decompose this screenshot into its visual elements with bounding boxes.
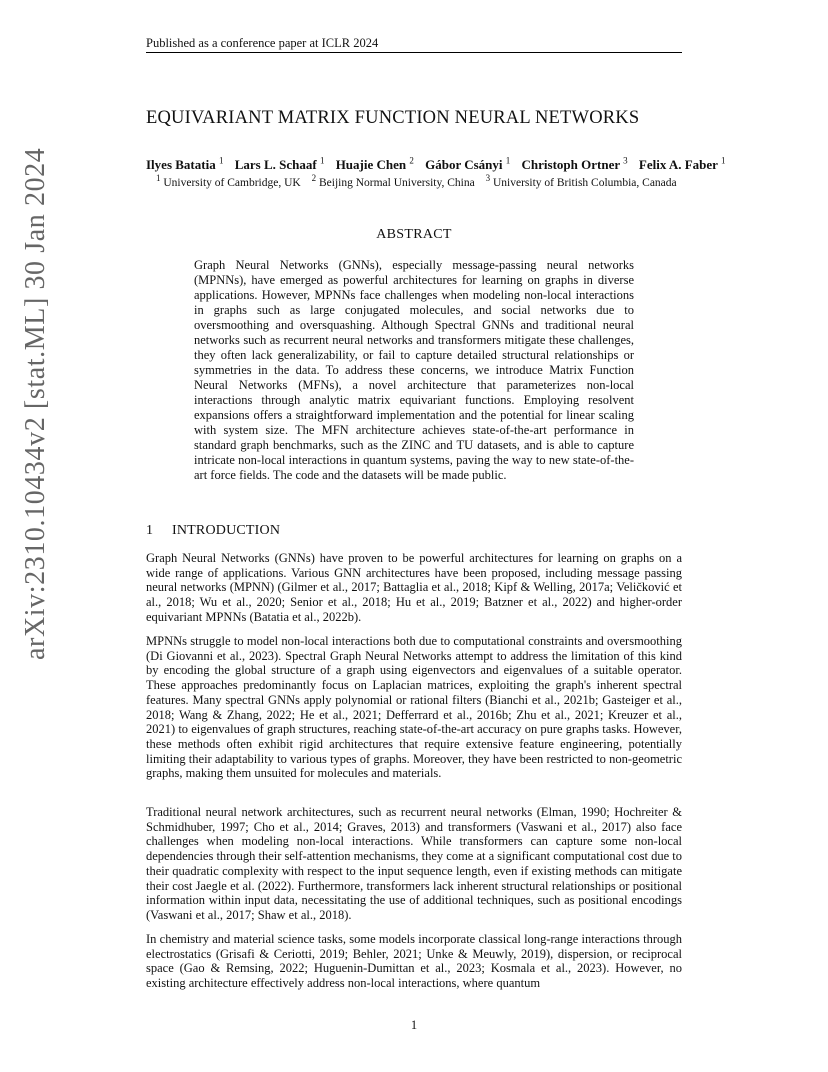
running-header: Published as a conference paper at ICLR 2024 [146, 36, 379, 50]
author-affiliation-mark: 1 [218, 156, 224, 166]
author-name: Lars L. Schaaf [234, 157, 317, 173]
affiliation [311, 173, 475, 189]
arxiv-stamp-text: arXiv:2310.10434v2 [stat.ML] 30 Jan 2024 [20, 147, 51, 660]
author-name: Felix A. Faber [638, 157, 718, 173]
intro-paragraph: Traditional neural network architectures, such as recurrent neural networks (Elman, 1990; Hochreiter & Schmidhuber, 1997; Cho et al., 2014; Graves, 2013) and transformers (Vaswani et al., 2017) also face challenges when modeling non-local interactions. While transformers can capture some non-local dependencies through their self-attention mechanisms, they come at a significant computational cost due to their quadratic complexity with respect to the input sequence length, even if existing methods can mitigate their cost Jaegle et al. (2022). Furthermore, transformers lack inherent structural relationships or positional information within input data, necessitating the use of additional techniques, such as positional encodings (Vaswani et al., 2017; Shaw et al., 2018). [146, 805, 682, 922]
author [235, 157, 325, 172]
author-name: Gábor Csányi [425, 157, 503, 173]
affiliation-name: Beijing Normal University, China [318, 176, 475, 189]
page-number: 1 [410, 1018, 418, 1032]
author-affiliation-mark: 1 [505, 156, 511, 166]
intro-paragraph: MPNNs struggle to model non-local interactions both due to computational constraints and oversmoothing (Di Giovanni et al., 2023). Spectral Graph Neural Networks attempt to address the limitation of this kind by encoding the global structure of a graph using eigenvectors and eigenvalues of a suitable operator. These approaches predominantly focus on Laplacian matrices, exploiting the graph's inherent spectral features. Many spectral GNNs apply polynomial or rational filters (Bianchi et al., 2021b; Gasteiger et al., 2018; Wang & Zhang, 2022; He et al., 2021; Defferrard et al., 2016b; Zhu et al., 2021; Kreuzer et al., 2021) to eigenvalues of graph structures, reaching state-of-the-art accuracy on pure graphs tasks. However, these methods often exhibit rigid architectures that require extensive feature engineering, potentially limiting their adaptability to various types of graphs. Moreover, they have been restricted to non-geometric graphs, making them unsuited for molecules and materials. [146, 634, 682, 781]
author [522, 157, 628, 172]
affiliation [485, 173, 677, 189]
affiliation-name: University of Cambridge, UK [163, 176, 301, 189]
paper-title: EQUIVARIANT MATRIX FUNCTION NEURAL NETWORKS [146, 108, 640, 128]
author-affiliation-mark: 3 [623, 156, 628, 166]
intro-paragraph: Graph Neural Networks (GNNs) have proven to be powerful architectures for learning on graphs on a wide range of applications. Various GNN architectures have been proposed, including message passing neural networks (MPNN) (Gilmer et al., 2017; Battaglia et al., 2018; Kipf & Welling, 2017a; Veličković et al., 2018; Wu et al., 2020; Senior et al., 2018; Hu et al., 2019; Batzner et al., 2022) and higher-order equivariant MPNNs (Batatia et al., 2022b). [146, 551, 682, 624]
author-affiliation-mark: 1 [319, 156, 325, 166]
intro-paragraph: In chemistry and material science tasks, some models incorporate classical long-range interactions through electrostatics (Grisafi & Ceriotti, 2019; Behler, 2021; Unke & Meuwly, 2019), dispersion, or reciprocal space (Gao & Remsing, 2022; Huguenin-Dumittan et al., 2023; Kosmala et al., 2023). However, no existing architecture effectively address non-local interactions, where quantum [146, 932, 682, 991]
affiliation-list [156, 173, 776, 189]
affiliation [156, 173, 301, 189]
author-affiliation-mark: 1 [720, 156, 726, 166]
section-heading [146, 523, 682, 539]
affiliation-number: 1 [156, 173, 161, 183]
author-list [146, 156, 766, 173]
author [639, 157, 726, 172]
affiliation-number: 2 [311, 173, 317, 183]
author [336, 157, 414, 172]
author-name: Ilyes Batatia [146, 157, 216, 173]
affiliation-name: University of British Columbia, Canada [492, 176, 677, 189]
section-title: INTRODUCTION [172, 523, 281, 538]
author [146, 157, 223, 172]
affiliation-number: 3 [485, 173, 491, 183]
abstract-text: Graph Neural Networks (GNNs), especially message-passing neural networks (MPNNs), have emerged as powerful architectures for learning on graphs in diverse applications. However, MPNNs face challenges when modeling non-local interactions in graphs such as large conjugated molecules, and social networks due to oversmoothing and oversquashing. Although Spectral GNNs and traditional neural networks such as recurrent neural networks and transformers mitigate these challenges, they often lack generalizability, or fail to capture detailed structural relationships or symmetries in the data. To address these concerns, we introduce Matrix Function Neural Networks (MFNs), a novel architecture that parameterizes non-local interactions through analytic matrix equivariant functions. Employing resolvent expansions offers a straightforward implementation and the potential for linear scaling with system size. The MFN architecture achieves state-of-the-art performance in standard graph benchmarks, such as the ZINC and TU datasets, and is able to capture intricate non-local interactions in quantum systems, paving the way to new state-of-the-art force fields. The code and the datasets will be made public. [194, 258, 634, 482]
author-name: Christoph Ortner [521, 157, 620, 173]
header-rule [146, 52, 682, 53]
author-affiliation-mark: 2 [409, 156, 414, 166]
author [425, 157, 510, 172]
section-number: 1 [146, 523, 154, 538]
abstract-heading: ABSTRACT [376, 227, 452, 242]
author-name: Huajie Chen [335, 157, 407, 173]
